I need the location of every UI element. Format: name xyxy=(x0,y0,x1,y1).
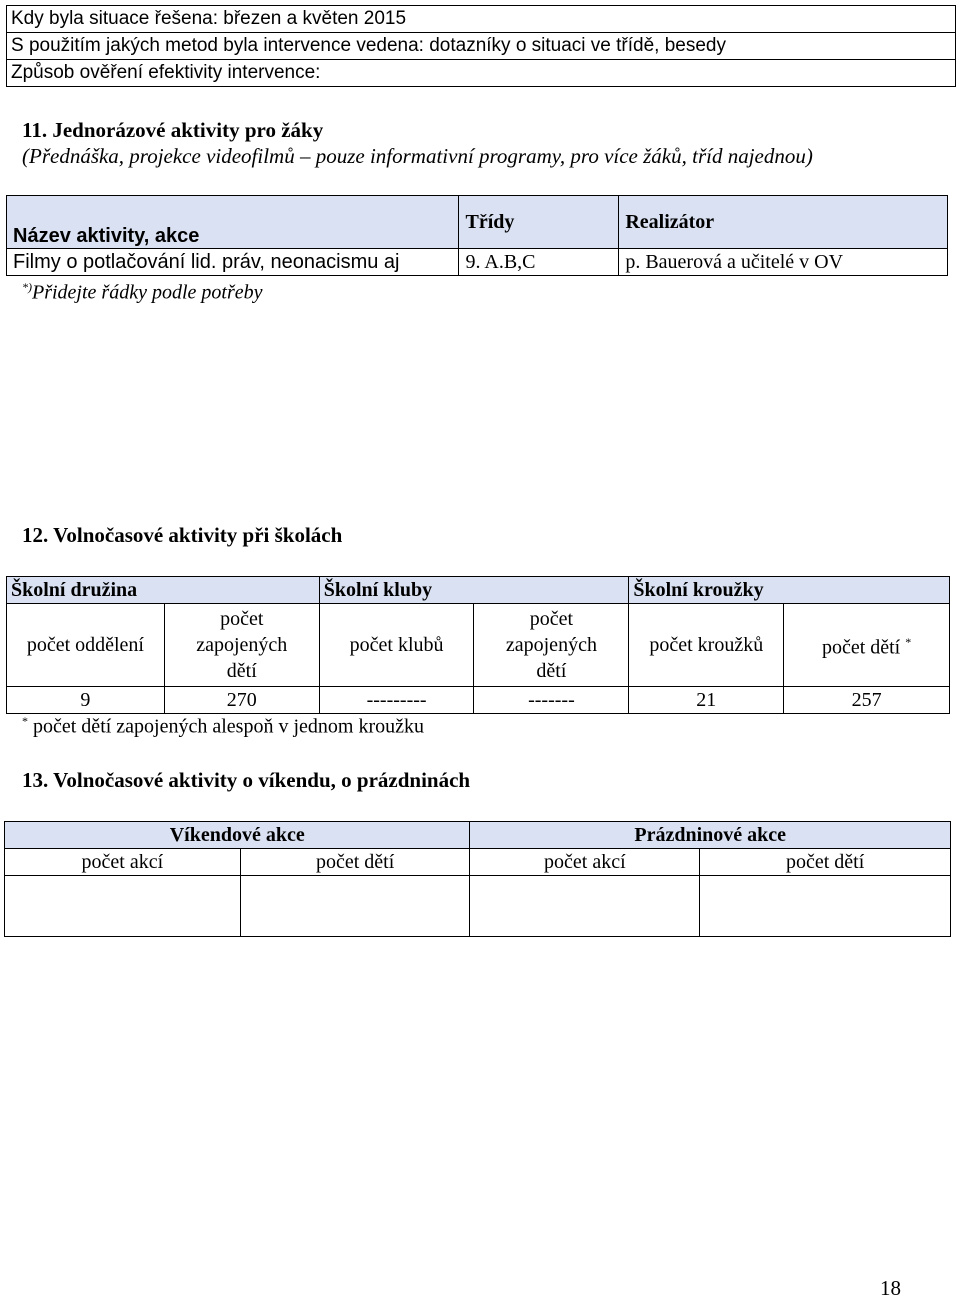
subheader-circles: počet kroužků xyxy=(629,604,784,687)
page-number: 18 xyxy=(880,1276,901,1300)
info-methods: S použitím jakých metod byla intervence vedena: dotazníky o situaci ve třídě, besedy xyxy=(7,33,956,60)
table-row xyxy=(7,687,950,714)
activity-name-cell: Filmy o potlačování lid. práv, neonacismu aj xyxy=(7,249,459,276)
group-holiday-events: Prázdninové akce xyxy=(470,822,951,849)
subheader-line: počet xyxy=(529,608,574,630)
subheader-children-involved-a xyxy=(164,604,319,687)
school-leisure-table xyxy=(6,576,950,714)
empty-cell xyxy=(470,876,700,937)
footnote-mark: * xyxy=(22,714,28,728)
subheader-children-label: počet dětí xyxy=(821,636,901,659)
subheader-children-involved-b xyxy=(474,604,629,687)
add-rows-note xyxy=(22,280,263,305)
section-11-subtitle: (Přednáška, projekce videofilmů – pouze informativní programy, pro více žáků, tříd najednou) xyxy=(22,144,813,168)
section-13-title: 13. Volnočasové aktivity o víkendu, o prázdninách xyxy=(22,768,471,792)
subheader-divisions: počet oddělení xyxy=(7,604,165,687)
organizer-cell: p. Bauerová a učitelé v OV xyxy=(619,249,948,276)
empty-cell xyxy=(5,876,241,937)
group-weekend-events: Víkendové akce xyxy=(5,822,470,849)
subheader-holiday-children: počet dětí xyxy=(700,849,951,876)
footnote-mark: * xyxy=(905,635,912,650)
header-classes: Třídy xyxy=(459,196,619,249)
value-children-involved-a: 270 xyxy=(164,687,319,714)
value-clubs: --------- xyxy=(319,687,474,714)
value-circles: 21 xyxy=(629,687,784,714)
header-organizer: Realizátor xyxy=(619,196,948,249)
intervention-info-table xyxy=(6,5,956,87)
value-children-involved-b: ------- xyxy=(474,687,629,714)
classes-cell: 9. A.B,C xyxy=(459,249,619,276)
value-children: 257 xyxy=(784,687,950,714)
weekend-holiday-table xyxy=(4,821,951,937)
empty-cell xyxy=(240,876,470,937)
info-when-solved: Kdy byla situace řešena: březen a květen 2015 xyxy=(7,6,956,33)
subheader-line: dětí xyxy=(226,660,257,682)
subheader-line: počet xyxy=(220,608,264,630)
subheader-line: dětí xyxy=(536,660,567,682)
subheader-weekend-children: počet dětí xyxy=(240,849,470,876)
subheader-line: zapojených xyxy=(505,634,597,656)
subheader-weekend-actions: počet akcí xyxy=(5,849,241,876)
note-text: Přidejte řádky podle potřeby xyxy=(32,281,263,304)
children-footnote xyxy=(22,714,424,739)
note-mark: *) xyxy=(22,280,32,294)
info-verification: Způsob ověření efektivity intervence: xyxy=(7,60,956,87)
one-time-activities-table xyxy=(6,195,948,276)
footnote-text: počet dětí zapojených alespoň v jednom kroužku xyxy=(33,715,424,738)
subheader-holiday-actions: počet akcí xyxy=(470,849,700,876)
table-row xyxy=(7,249,948,276)
section-12-title: 12. Volnočasové aktivity při školách xyxy=(22,523,343,547)
subheader-clubs: počet klubů xyxy=(319,604,474,687)
header-activity-name: Název aktivity, akce xyxy=(7,196,459,249)
empty-cell xyxy=(700,876,951,937)
subheader-line: zapojených xyxy=(196,634,288,656)
group-school-clubs: Školní kluby xyxy=(319,577,629,604)
subheader-children xyxy=(784,604,950,687)
value-divisions: 9 xyxy=(7,687,165,714)
group-school-club-druzina: Školní družina xyxy=(7,577,320,604)
table-row xyxy=(5,876,951,937)
group-school-circles: Školní kroužky xyxy=(629,577,950,604)
section-11-title: 11. Jednorázové aktivity pro žáky xyxy=(22,118,324,142)
